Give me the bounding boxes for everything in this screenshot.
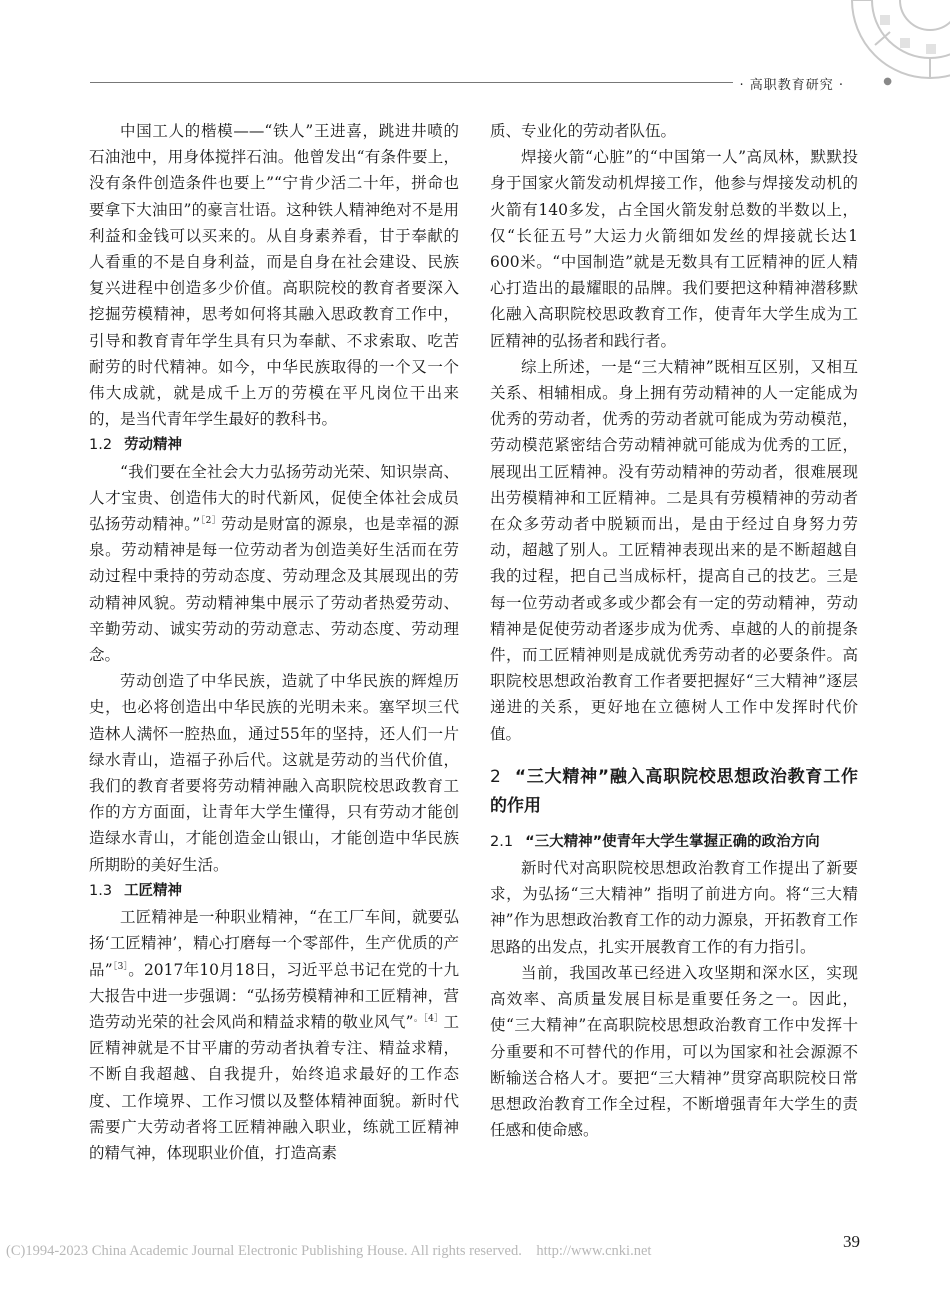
gear-watermark-icon <box>780 0 950 110</box>
text-run: 。2017年10月18日，习近平总书记在党的十九大报告中进一步强调：“弘扬劳模精神和工匠精神，营造劳动光荣的社会风尚和精益求精的敬业风气” <box>89 960 459 1031</box>
paragraph-summary: 综上所述，一是“三大精神”既相互区别，又相互关系、相辅相成。身上拥有劳动精神的人一定能成为优秀的劳动者，优秀的劳动者就可能成为劳动模范，劳动模范紧密结合劳动精神就可能成为优秀的工匠，展现出工匠精神。没有劳动精神的劳动者，很难展现出劳模精神和工匠精神。二是具有劳模精神的劳动者在众多劳动者中脱颖而出，是由于经过自身努力劳动，超越了别人。工匠精神表现出来的是不断超越自我的过程，把自己当成标杆，提高自己的技艺。三是每一位劳动者或多或少都会有一定的劳动精神，劳动精神是促使劳动者逐步成为优秀、卓越的人的前提条件，而工匠精神则是成就优秀劳动者的必要条件。高职院校思想政治教育工作者要把握好“三大精神”逐层递进的关系，更好地在立德树人工作中发挥时代价值。 <box>490 357 858 743</box>
paragraph-gao-fenglin: 焊接火箭“心脏”的“中国第一人”高凤林，默默投身于国家火箭发动机焊接工作，他参与焊接发动机的火箭有140多发，占全国火箭发射总数的半数以上，仅“长征五号”大运力火箭细如发丝的焊接就长达1 600米。“中国制造”就是无数具有工匠精神的匠人精心打造出的最耀眼的品牌。我们要把这种精神潜移默化融入高职院校思政教育工作，使青年大学生成为工匠精神的弘扬者和践行者。 <box>490 148 858 350</box>
section-number: 2.1 <box>490 833 514 850</box>
paragraph-tieren: 中国工人的楷模——“铁人”王进喜，跳进井喷的石油池中，用身体搅拌石油。他曾发出“有条件要上，没有条件创造条件也要上”“宁肯少活二十年，拼命也要拿下大油田”的豪言壮语。这种铁人精神绝对不是用利益和金钱可以买来的。从自身素养看，甘于奉献的人看重的不是自身利益，而是自身在社会建设、民族复兴进程中创造多少价值。高职院校的教育者要深入挖掘劳模精神，思考如何将其融入思政教育工作中，引导和教育青年学生具有只为奉献、不求索取、吃苦耐劳的时代精神。如今，中华民族取得的一个又一个伟大成就，就是成千上万的劳模在平凡岗位干出来的，是当代青年学生最好的教科书。 <box>89 122 459 429</box>
section-number: 1.2 <box>89 437 113 454</box>
section-title: “三大精神”融入高职院校思想政治教育工作的作用 <box>490 766 858 816</box>
paragraph-continuation: 质、专业化的劳动者队伍。 <box>490 122 677 140</box>
text-run: 工匠精神就是不甘平庸的劳动者执着专注、精益求精，不断自我超越、自我提升，始终追求最好的工作态度、工作境界、工作习惯以及整体精神面貌。新时代需要广大劳动者将工匠精神融入职业，练就工匠精神的精气神，体现职业价值，打造高素 <box>89 1012 459 1162</box>
section-heading-1-3 <box>89 878 459 904</box>
citation-ref: 。［4］ <box>413 1013 444 1024</box>
paragraph-reform: 当前，我国改革已经进入攻坚期和深水区，实现高效率、高质量发展目标是重要任务之一。因此，使“三大精神”在高职院校思想政治教育工作中发挥十分重要和不可替代的作用，可以为国家和社会源源不断输送合格人才。要把“三大精神”贯穿高职院校日常思想政治教育工作全过程，不断增强青年大学生的责任感和使命感。 <box>490 963 858 1140</box>
citation-ref: ［3］ <box>112 961 129 972</box>
section-number: 1.3 <box>89 882 113 899</box>
left-column <box>89 118 459 1166</box>
section-title: “三大精神”使青年大学生掌握正确的政治方向 <box>525 833 820 850</box>
header-rule <box>90 82 830 83</box>
page-number: 39 <box>843 1232 860 1251</box>
text-run: “我们要在全社会大力弘扬劳动光荣、知识崇高、人才宝贵、创造伟大的时代新风，促使全体社会成员弘扬劳动精神。” <box>89 462 459 534</box>
journal-running-head: · 高职教育研究 · <box>733 74 850 93</box>
section-number: 2 <box>490 766 501 787</box>
header-ornament: ● <box>883 76 892 87</box>
section-title: 劳动精神 <box>124 437 183 454</box>
text-run: 劳动是财富的源泉，也是幸福的源泉。劳动精神是每一位劳动者为创造美好生活而在劳动过程中秉持的劳动态度、劳动理念及其展现出的劳动精神风貌。劳动精神集中展示了劳动者热爱劳动、辛勤劳动、诚实劳动的劳动意志、劳动态度、劳动理念。 <box>89 515 459 665</box>
paragraph-new-era: 新时代对高职院校思想政治教育工作提出了新要求，为弘扬“三大精神” 指明了前进方向。将“三大精神”作为思想政治教育工作的动力源泉，开拓教育工作思路的出发点，扎实开展教育工作的有力指引。 <box>490 859 858 956</box>
paragraph-craftsman-spirit <box>89 904 459 1166</box>
paragraph-labor-value: 劳动创造了中华民族，造就了中华民族的辉煌历史，也必将创造出中华民族的光明未来。塞罕坝三代造林人满怀一腔热血，通过55年的坚持，还人们一片绿水青山，造福子孙后代。这就是劳动的当代价值，我们的教育者要将劳动精神融入高职院校思政教育工作的方方面面，让青年大学生懂得，只有劳动才能创造绿水青山，才能创造金山银山，才能创造中华民族所期盼的美好生活。 <box>89 672 459 874</box>
section-heading-2-1 <box>490 829 858 855</box>
citation-ref: ［2］ <box>200 515 222 526</box>
section-heading-2 <box>490 763 858 821</box>
right-column <box>490 118 858 1143</box>
text-run: 工匠精神是一种职业精神，“在工厂车间，就要弘扬‘工匠精神’，精心打磨每一个零部件，生产优质的产品” <box>89 908 459 979</box>
section-title: 工匠精神 <box>124 882 183 899</box>
section-heading-1-2 <box>89 432 459 458</box>
copyright-footer: (C)1994-2023 China Academic Journal Electronic Publishing House. All rights reserved. http://www.cnki.net <box>6 1243 652 1259</box>
paragraph-labor-spirit <box>89 459 459 669</box>
